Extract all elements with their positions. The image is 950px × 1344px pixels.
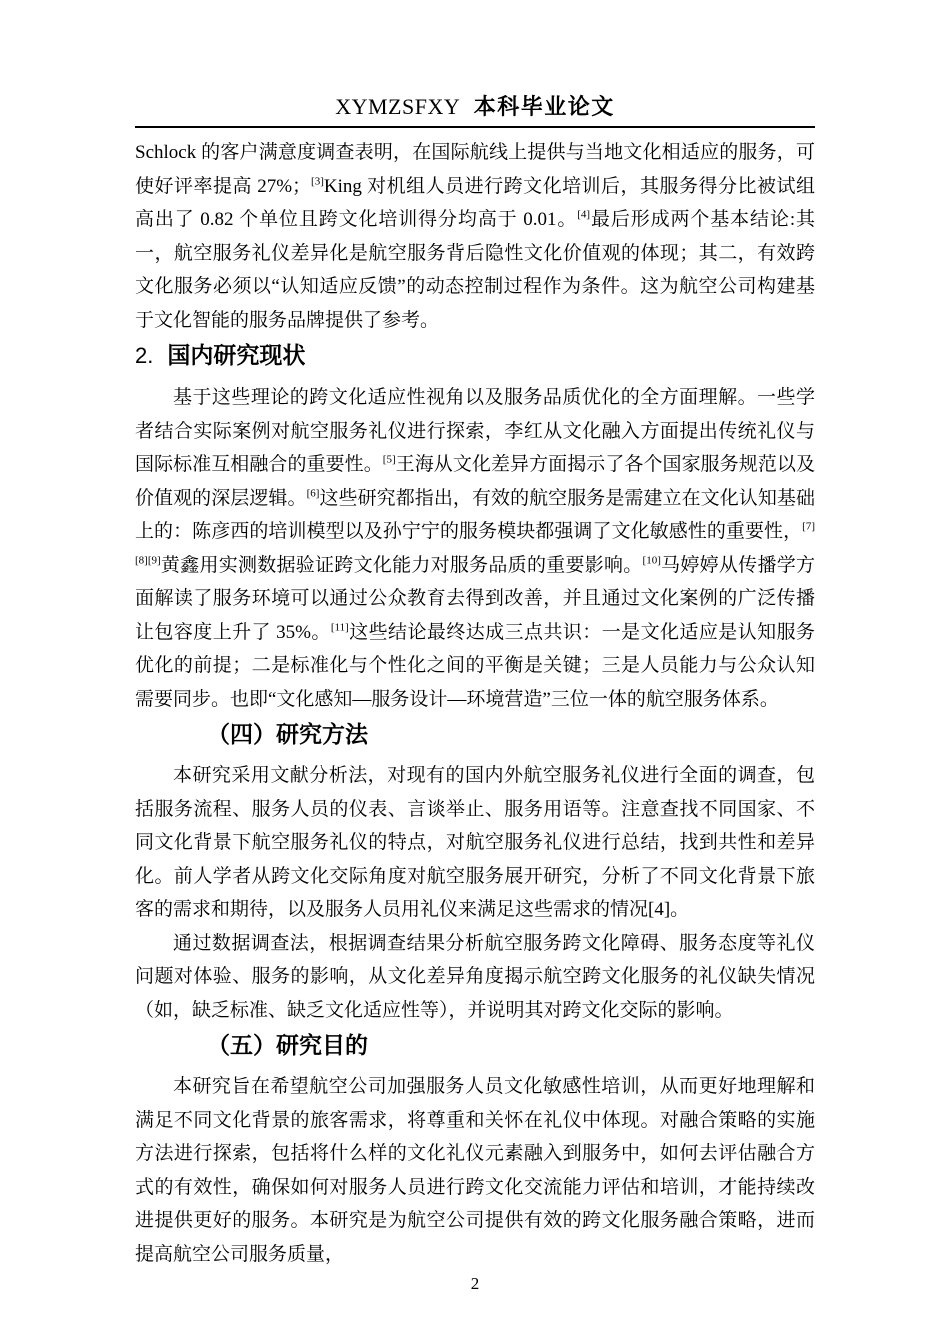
heading-research-method — [135, 719, 815, 749]
paragraph-purpose — [135, 1070, 815, 1271]
text-run: 王海从文化差异方面揭示了各个国家服务规范以及价值观的深层逻辑。 — [135, 454, 815, 509]
heading-research-purpose — [135, 1030, 815, 1060]
citation-superscript: [10] — [642, 554, 661, 567]
page-number: 2 — [470, 1274, 480, 1293]
heading-domestic-research-status — [135, 340, 815, 371]
heading-number: 2. — [135, 343, 154, 368]
text-run: 这些结论最终达成三点共识：一是文化适应是认知服务优化的前提；二是标准化与个性化之间的平衡是关键；三是人员能力与公众认知需要同步。也即“文化感知—服务设计—环境营造”三位一体的航空服务体系。 — [135, 621, 815, 710]
heading-label: 国内研究现状 — [167, 342, 306, 368]
heading-label: （四）研究方法 — [207, 721, 368, 747]
text-run: 黄鑫用实测数据验证跨文化能力对服务品质的重要影响。 — [160, 554, 643, 576]
text-run: 基于这些理论的跨文化适应性视角以及服务品质优化的全方面理解。一些学者结合实际案例对航空服务礼仪进行探索，李红从文化融入方面提出传统礼仪与国际标准互相融合的重要性。 — [135, 387, 815, 475]
text-run: 本研究旨在希望航空公司加强服务人员文化敏感性培训，从而更好地理解和满足不同文化背景的旅客需求，将尊重和关怀在礼仪中体现。对融合策略的实施方法进行探索，包括将什么样的文化礼仪元素融入到服务中，如何去评估融合方式的有效性，确保如何对服务人员进行跨文化交流能力评估和培训，才能持续改进提供更好的服务。本研究是为航空公司提供有效的跨文化服务融合策略，进而提高航空公司服务质量， — [135, 1076, 815, 1265]
text-run: 通过数据调查法，根据调查结果分析航空服务跨文化障碍、服务态度等礼仪问题对体验、服务的影响，从文化差异角度揭示航空跨文化服务的礼仪缺失情况（如，缺乏标准、缺乏文化适应性等），并说明其对跨文化交际的影响。 — [135, 932, 815, 1021]
text-run: 这些研究都指出，有效的航空服务是需建立在文化认知基础上的：陈彦西的培训模型以及孙宁宁的服务模块都强调了文化敏感性的重要性， — [135, 487, 815, 542]
header-doc-type: 本科毕业论文 — [473, 94, 615, 119]
document-content — [135, 92, 815, 1295]
citation-superscript: [4] — [577, 208, 591, 221]
text-run: Schlock 的客户满意度调查表明，在国际航线上提供与当地文化相适应的服务，可使好评率提高 27%； — [135, 142, 815, 197]
text-run: 最后形成两个基本结论:其一，航空服务礼仪差异化是航空服务背后隐性文化价值观的体现；其二，有效跨文化服务必须以“认知适应反馈”的动态控制过程作为条件。这为航空公司构建基于文化智能的服务品牌提供了参考。 — [135, 209, 815, 331]
citation-superscript: [11] — [330, 621, 349, 634]
header-school-code: XYMZSFXY — [335, 94, 461, 119]
citation-superscript: [6] — [306, 487, 320, 500]
text-run: 本研究采用文献分析法，对现有的国内外航空服务礼仪进行全面的调查，包括服务流程、服务人员的仪表、言谈举止、服务用语等。注意查找不同国家、不同文化背景下航空服务礼仪的特点，对航空服务礼仪进行总结，找到共性和差异化。前人学者从跨文化交际角度对航空服务展开研究，分析了不同文化背景下旅客的需求和期待，以及服务人员用礼仪来满足这些需求的情况[4]。 — [135, 765, 815, 920]
citation-superscript: [7][8][9] — [135, 520, 815, 567]
heading-label: （五）研究目的 — [207, 1032, 368, 1058]
paragraph-domestic-research — [135, 381, 815, 716]
paragraph-method-literature — [135, 759, 815, 927]
citation-superscript: [5] — [382, 453, 396, 466]
citation-superscript: [3] — [311, 175, 324, 188]
paragraph-intro-continuation — [135, 136, 815, 337]
text-run: 马婷婷从传播学方面解读了服务环境可以通过公众教育去得到改善，并且通过文化案例的广泛传播让包容度上升了 35%。 — [135, 554, 815, 643]
paragraph-method-survey — [135, 927, 815, 1028]
page-header — [135, 92, 815, 128]
text-run: King 对机组人员进行跨文化培训后，其服务得分比被试组高出了 0.82 个单位且跨文化培训得分均高于 0.01。 — [135, 175, 815, 230]
